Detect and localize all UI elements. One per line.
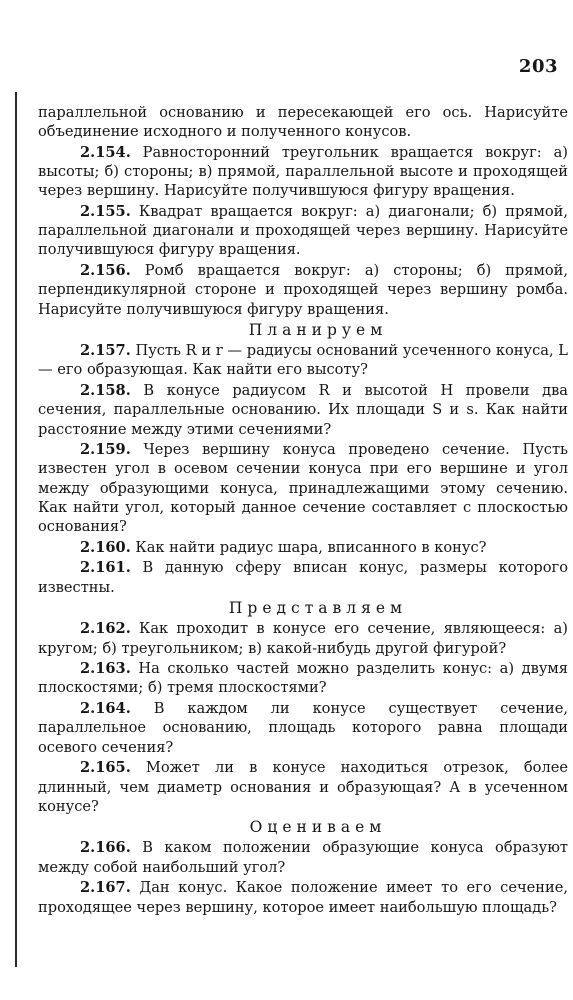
problem-text: В данную сферу вписан конус, размеры которого известны.: [38, 559, 568, 596]
problem-text: В конусе радиусом R и высотой H провели два сечения, параллельные основанию. Их площади S и s. Как найти расстояние между этими сечениями?: [38, 382, 568, 438]
problem-number: 2.157.: [80, 342, 131, 360]
problem-number: 2.155.: [80, 203, 131, 221]
problem-number: 2.164.: [80, 700, 131, 718]
problem-paragraph: [38, 838, 568, 876]
problem-paragraph: [38, 538, 568, 557]
problem-number: 2.167.: [80, 879, 131, 897]
problem-text: Равносторонний треугольник вращается вокруг: а) высоты; б) стороны; в) прямой, параллельной высоте и проходящей через вершину. Нарисуйте получившуюся фигуру вращения.: [38, 143, 568, 200]
problem-text: Квадрат вращается вокруг: а) диагонали; б) прямой, параллельной диагонали и проходящей через вершину. Нарисуйте получившуюся фигуру вращения.: [38, 203, 568, 259]
problem-text: Как проходит в конусе его сечение, являющееся: а) кругом; б) треугольником; в) какой-нибудь другой фигурой?: [38, 620, 568, 657]
continuation-paragraph: параллельной основанию и пересекающей его ось. Нарисуйте объединение исходного и полученного конусов.: [38, 104, 568, 141]
section-heading: Представляем: [228, 599, 408, 618]
problem-text: Дан конус. Какое положение имеет то его сечение, проходящее через вершину, которое имеет наибольшую площадь?: [38, 879, 568, 916]
problem-text: В каждом ли конусе существует сечение, параллельное основанию, площадь которого равна площади осевого сечения?: [38, 700, 568, 756]
problem-paragraph: [38, 143, 568, 201]
problem-paragraph: [38, 381, 568, 439]
problem-paragraph: [38, 758, 568, 816]
page-body: [38, 103, 568, 918]
problem-paragraph: [38, 261, 568, 319]
problem-text: Ромб вращается вокруг: а) стороны; б) прямой, перпендикулярной стороне и проходящей через вершину ромба. Нарисуйте получившуюся фигуру вращения.: [38, 262, 568, 318]
problem-paragraph: [38, 878, 568, 916]
problem-text: Пусть R и r — радиусы оснований усеченного конуса, L — его образующая. Как найти его высоту?: [38, 342, 568, 379]
page-number: 203: [518, 56, 558, 77]
problem-number: 2.163.: [80, 660, 131, 678]
problem-paragraph: [38, 202, 568, 260]
problem-paragraph: [38, 341, 568, 379]
problem-paragraph: [38, 440, 568, 536]
problem-number: 2.161.: [80, 559, 131, 577]
problem-number: 2.154.: [80, 143, 131, 161]
page-binding-line: [15, 92, 17, 967]
problem-paragraph: [38, 558, 568, 596]
problem-number: 2.165.: [80, 759, 131, 777]
problem-text: В каком положении образующие конуса образуют между собой наибольший угол?: [38, 839, 568, 876]
problem-paragraph: [38, 699, 568, 757]
problem-text: Может ли в конусе находиться отрезок, более длинный, чем диаметр основания и образующая? А в усеченном конусе?: [38, 759, 568, 815]
problem-number: 2.156.: [80, 262, 131, 280]
problem-text: На сколько частей можно разделить конус: а) двумя плоскостями; б) тремя плоскостями?: [38, 660, 568, 697]
problem-text: Как найти радиус шара, вписанного в конус?: [130, 538, 487, 556]
problem-number: 2.162.: [80, 620, 131, 638]
section-heading: Оцениваем: [249, 818, 387, 837]
problem-paragraph: [38, 659, 568, 697]
problem-text: Через вершину конуса проведено сечение. Пусть известен угол в осевом сечении конуса при его вершине и угол между образующими конуса, принадлежащими этому сечению. Как найти угол, который данное сечение составляет с плоскостью основания?: [38, 441, 568, 536]
section-heading: Планируем: [248, 321, 388, 340]
problem-number: 2.159.: [80, 441, 131, 459]
problem-number: 2.160.: [80, 538, 131, 556]
problem-number: 2.158.: [80, 382, 131, 400]
problem-paragraph: [38, 619, 568, 657]
problem-number: 2.166.: [80, 839, 131, 857]
